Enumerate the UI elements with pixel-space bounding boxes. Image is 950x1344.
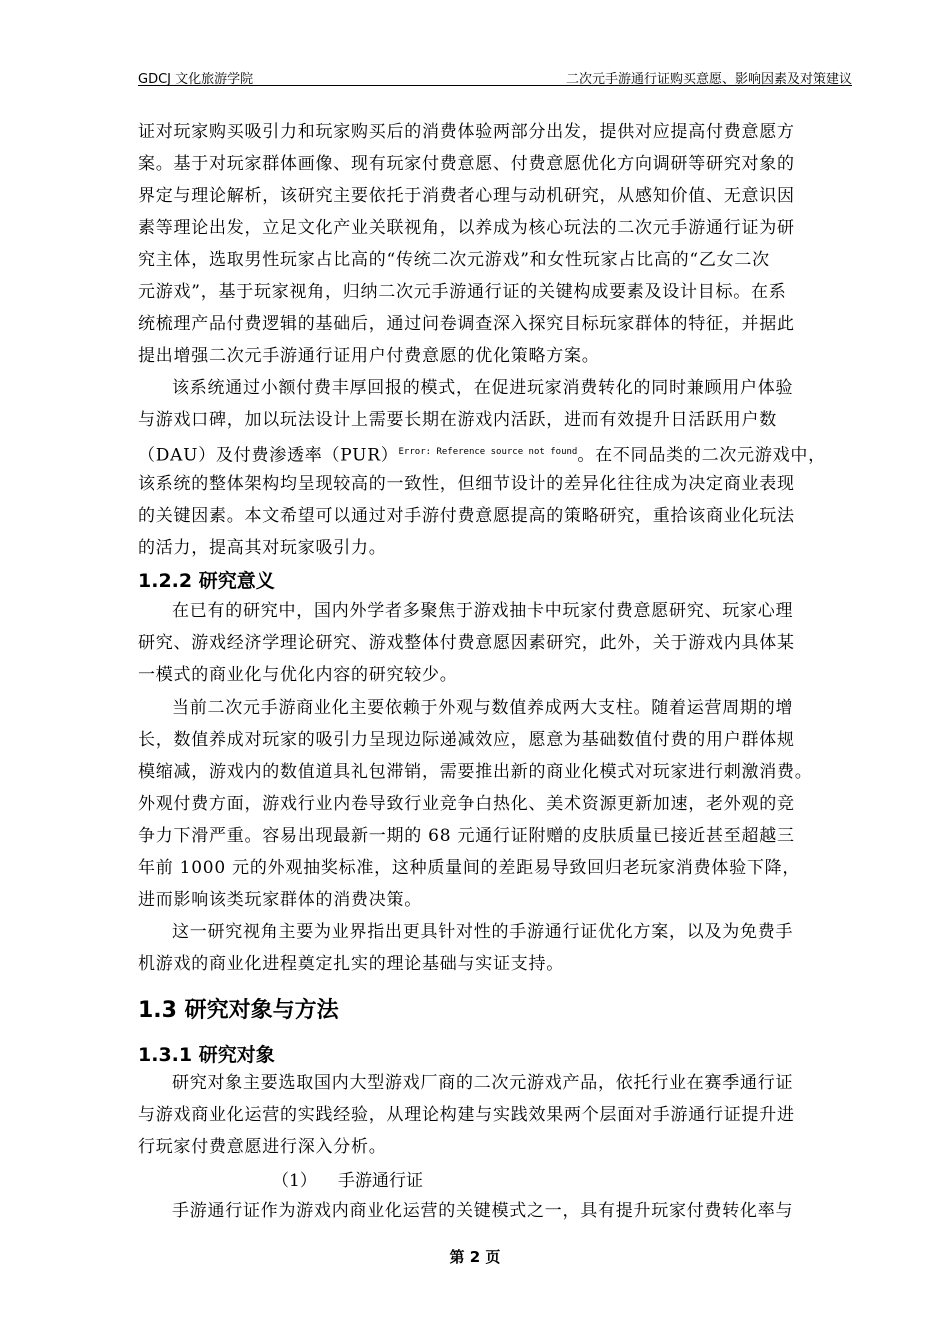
body-line: 元游戏”，基于玩家视角，归纳二次元手游通行证的关键构成要素及设计目标。在系 [138, 282, 787, 302]
body-line [138, 440, 826, 468]
body-line: 外观付费方面，游戏行业内卷导致行业竞争白热化、美术资源更新加速，老外观的竞 [138, 794, 795, 814]
body-line: 研究对象主要选取国内大型游戏厂商的二次元游戏产品，依托行业在赛季通行证 [172, 1073, 794, 1093]
body-line: 案。基于对玩家群体画像、现有玩家付费意愿、付费意愿优化方向调研等研究对象的 [138, 154, 795, 174]
chapter-heading: 1.3 研究对象与方法 [138, 998, 339, 1023]
header-document-title: 二次元手游通行证购买意愿、影响因素及对策建议 [565, 72, 852, 87]
section-heading: 1.3.1 研究对象 [138, 1044, 275, 1066]
body-line: 提出增强二次元手游通行证用户付费意愿的优化策略方案。 [138, 346, 600, 366]
body-line: 的活力，提高其对玩家吸引力。 [138, 538, 387, 558]
body-line: 争力下滑严重。容易出现最新一期的 68 元通行证附赠的皮肤质量已接近甚至超越三 [138, 826, 795, 846]
body-line: 素等理论出发，立足文化产业关联视角，以养成为核心玩法的二次元手游通行证为研 [138, 218, 795, 238]
body-line: 界定与理论解析，该研究主要依托于消费者心理与动机研究，从感知价值、无意识因 [138, 186, 795, 206]
body-line: 长，数值养成对玩家的吸引力呈现边际递减效应，愿意为基础数值付费的用户群体规 [138, 730, 795, 750]
header-divider [138, 85, 852, 86]
body-line: 研究、游戏经济学理论研究、游戏整体付费意愿因素研究，此外，关于游戏内具体某 [138, 633, 795, 653]
section-heading: 1.2.2 研究意义 [138, 570, 275, 592]
body-line: 该系统的整体架构均呈现较高的一致性，但细节设计的差异化往往成为决定商业表现 [138, 474, 795, 494]
body-text: 。在不同品类的二次元游戏中， [577, 445, 826, 466]
header-institution: GDCJ 文化旅游学院 [138, 72, 254, 87]
body-line: 统梳理产品付费逻辑的基础后，通过问卷调查深入探究目标玩家群体的特征，并据此 [138, 314, 795, 334]
body-line: 证对玩家购买吸引力和玩家购买后的消费体验两部分出发，提供对应提高付费意愿方 [138, 122, 795, 142]
body-line: 与游戏口碑，加以玩法设计上需要长期在游戏内活跃，进而有效提升日活跃用户数 [138, 410, 777, 430]
enum-label: 手游通行证 [338, 1171, 423, 1191]
body-line: 行玩家付费意愿进行深入分析。 [138, 1137, 387, 1157]
body-text: （DAU）及付费渗透率（PUR） [138, 445, 399, 466]
page-number: 第 2 页 [449, 1248, 501, 1266]
body-line: 在已有的研究中，国内外学者多聚焦于游戏抽卡中玩家付费意愿研究、玩家心理 [172, 601, 794, 621]
body-line: 该系统通过小额付费丰厚回报的模式，在促进玩家消费转化的同时兼顾用户体验 [172, 378, 794, 398]
body-line: 年前 1000 元的外观抽奖标准，这种质量间的差距易导致回归老玩家消费体验下降， [138, 858, 801, 878]
body-line: 这一研究视角主要为业界指出更具针对性的手游通行证优化方案，以及为免费手 [172, 922, 794, 942]
body-line: 一模式的商业化与优化内容的研究较少。 [138, 665, 458, 685]
body-line: 机游戏的商业化进程奠定扎实的理论基础与实证支持。 [138, 954, 564, 974]
body-line: 模缩减，游戏内的数值道具礼包滞销，需要推出新的商业化模式对玩家进行刺激消费。 [138, 762, 813, 782]
body-line: 的关键因素。本文希望可以通过对手游付费意愿提高的策略研究，重拾该商业化玩法 [138, 506, 795, 526]
body-line: 究主体，选取男性玩家占比高的“传统二次元游戏”和女性玩家占比高的“乙女二次 [138, 250, 770, 270]
body-line: 进而影响该类玩家群体的消费决策。 [138, 890, 422, 910]
body-line: 与游戏商业化运营的实践经验，从理论构建与实践效果两个层面对手游通行证提升进 [138, 1105, 795, 1125]
reference-error: Error: Reference source not found [398, 447, 578, 457]
body-line: 当前二次元手游商业化主要依赖于外观与数值养成两大支柱。随着运营周期的增 [172, 698, 794, 718]
enum-number: （1） [272, 1171, 317, 1191]
body-line: 手游通行证作为游戏内商业化运营的关键模式之一，具有提升玩家付费转化率与 [172, 1201, 794, 1221]
